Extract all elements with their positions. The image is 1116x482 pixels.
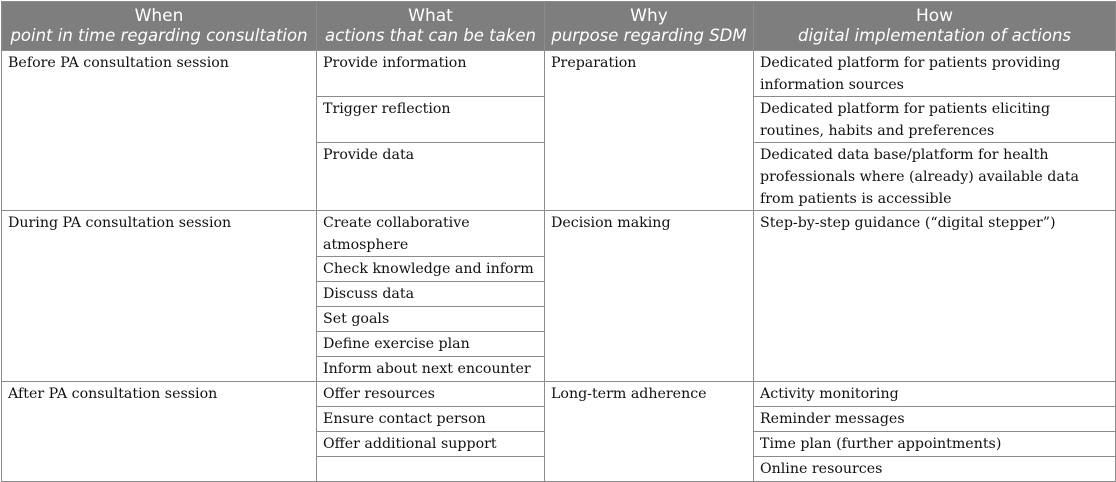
- cell-how: Time plan (further appointments): [754, 432, 1116, 457]
- cell-how: Dedicated data base/platform for health professionals where (already) available data from patients is accessible: [754, 143, 1116, 211]
- cell-what: Create collaborative atmosphere: [317, 211, 545, 257]
- cell-when-before: Before PA consultation session: [2, 51, 317, 211]
- header-what-subtitle: actions that can be taken: [325, 26, 536, 45]
- header-when: [2, 2, 317, 51]
- table-row: [2, 382, 1116, 407]
- cell-what: Inform about next encounter: [317, 357, 545, 382]
- header-how-title: How: [915, 6, 954, 26]
- cell-when-during: During PA consultation session: [2, 211, 317, 382]
- cell-what: Check knowledge and inform: [317, 257, 545, 282]
- sdm-actions-table: [1, 1, 1116, 482]
- header-why-subtitle: purpose regarding SDM: [551, 26, 747, 45]
- cell-what: Provide information: [317, 51, 545, 97]
- header-how: [754, 2, 1116, 51]
- cell-when-after: After PA consultation session: [2, 382, 317, 482]
- header-when-title: When: [134, 6, 184, 26]
- header-what: [317, 2, 545, 51]
- cell-what: Set goals: [317, 307, 545, 332]
- header-how-subtitle: digital implementation of actions: [797, 26, 1072, 45]
- cell-what: Offer resources: [317, 382, 545, 407]
- header-why-title: Why: [630, 6, 668, 26]
- cell-what: Provide data: [317, 143, 545, 211]
- cell-how: Reminder messages: [754, 407, 1116, 432]
- cell-how: Dedicated platform for patients eliciting routines, habits and preferences: [754, 97, 1116, 143]
- cell-what: Define exercise plan: [317, 332, 545, 357]
- cell-why-before: Preparation: [545, 51, 754, 211]
- table-row: [2, 51, 1116, 97]
- cell-how: Online resources: [754, 457, 1116, 482]
- header-what-title: What: [408, 6, 453, 26]
- cell-what: Discuss data: [317, 282, 545, 307]
- cell-what: Offer additional support: [317, 432, 545, 457]
- cell-why-during: Decision making: [545, 211, 754, 382]
- cell-what: Trigger reflection: [317, 97, 545, 143]
- cell-how: Step-by-step guidance (“digital stepper”): [754, 211, 1116, 382]
- header-row: [2, 2, 1116, 51]
- header-when-subtitle: point in time regarding consultation: [10, 26, 308, 45]
- cell-how: Dedicated platform for patients providing information sources: [754, 51, 1116, 97]
- header-why: [545, 2, 754, 51]
- cell-how: Activity monitoring: [754, 382, 1116, 407]
- cell-what: Ensure contact person: [317, 407, 545, 432]
- cell-why-after: Long-term adherence: [545, 382, 754, 482]
- cell-what-empty: [317, 457, 545, 482]
- table-row: [2, 211, 1116, 257]
